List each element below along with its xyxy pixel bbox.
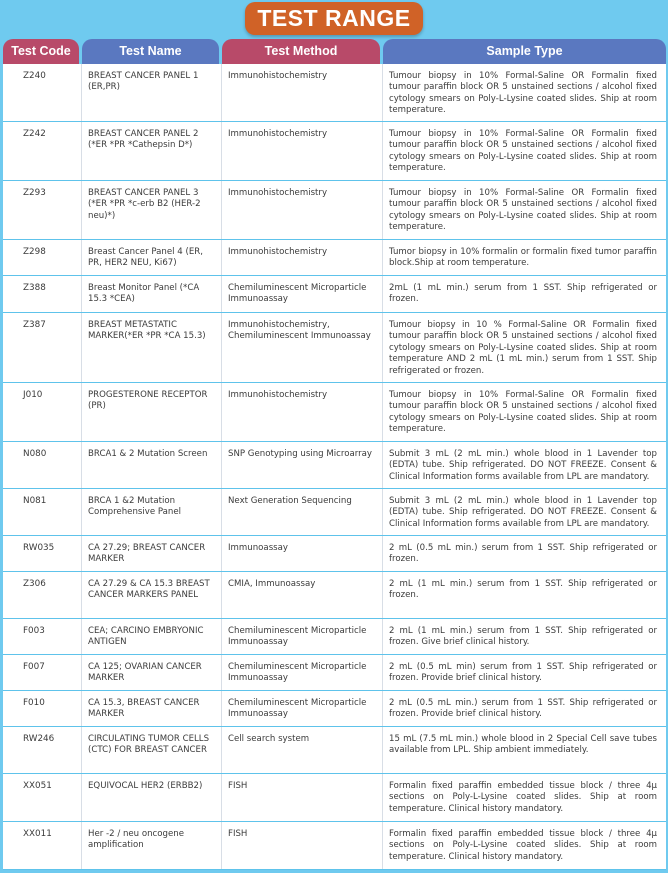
test-method-cell: Immunohistochemistry xyxy=(222,383,383,441)
sample-type-cell: 2 mL (1 mL min.) serum from 1 SST. Ship refrigerated or frozen. Give brief clinical history. xyxy=(389,626,657,648)
test-code-cell: Z387 xyxy=(3,313,82,382)
test-code-cell: J010 xyxy=(3,383,82,441)
test-name-cell: BREAST CANCER PANEL 1 (ER,PR) xyxy=(82,64,222,121)
sample-type-cell: 15 mL (7.5 mL min.) whole blood in 2 Special Cell save tubes available from LPL. Ship ambient immediately. xyxy=(389,734,657,756)
test-method-cell: Immunohistochemistry, Chemiluminescent Immunoassay xyxy=(222,313,383,382)
test-method-cell: Cell search system xyxy=(222,727,383,773)
test-method-cell: Immunohistochemistry xyxy=(222,240,383,275)
sample-type-cell: 2 mL (0.5 mL min) serum from 1 SST. Ship refrigerated or frozen. Provide brief clinical history. xyxy=(389,662,657,684)
test-method-cell: Immunoassay xyxy=(222,536,383,571)
table-row xyxy=(3,619,666,655)
test-code-cell: Z306 xyxy=(3,572,82,618)
table-row xyxy=(3,276,666,313)
sample-type-cell: 2 mL (0.5 mL min.) serum from 1 SST. Ship refrigerated or frozen. Provide brief clinical history. xyxy=(389,698,657,720)
table-row xyxy=(3,181,666,240)
table-row xyxy=(3,240,666,276)
test-code-cell: N081 xyxy=(3,489,82,535)
table-row xyxy=(3,442,666,489)
test-method-cell: SNP Genotyping using Microarray xyxy=(222,442,383,488)
test-name-cell: PROGESTERONE RECEPTOR (PR) xyxy=(82,383,222,441)
header-test-method: Test Method xyxy=(222,39,380,64)
test-method-cell: FISH xyxy=(222,822,383,869)
test-code-cell: F007 xyxy=(3,655,82,690)
test-method-cell: Chemiluminescent Microparticle Immunoassay xyxy=(222,655,383,690)
header-test-code: Test Code xyxy=(3,39,79,64)
test-code-cell: Z240 xyxy=(3,64,82,121)
table-body xyxy=(3,64,666,870)
sample-type-cell: Submit 3 mL (2 mL min.) whole blood in 1 Lavender top (EDTA) tube. Ship refrigerated. DO NOT FREEZE. Consent & Clinical Information forms available from LPL are mandatory. xyxy=(389,449,657,482)
test-name-cell: Breast Cancer Panel 4 (ER, PR, HER2 NEU, Ki67) xyxy=(82,240,222,275)
test-name-cell: BRCA 1 &2 Mutation Comprehensive Panel xyxy=(82,489,222,535)
test-method-cell: CMIA, Immunoassay xyxy=(222,572,383,618)
test-name-cell: BREAST METASTATIC MARKER(*ER *PR *CA 15.3) xyxy=(82,313,222,382)
page-title: TEST RANGE xyxy=(245,2,422,35)
sample-type-cell: Formalin fixed paraffin embedded tissue block / three 4µ sections on Poly-L-Lysine coated slides. Ship at room temperature. Clinical history mandatory. xyxy=(389,781,657,814)
test-code-cell: F003 xyxy=(3,619,82,654)
sample-type-cell: Submit 3 mL (2 mL min.) whole blood in 1 Lavender top (EDTA) tube. Ship refrigerated. DO NOT FREEZE. Consent & Clinical Information forms available from LPL are mandatory. xyxy=(389,496,657,529)
test-code-cell: XX051 xyxy=(3,774,82,821)
table-row xyxy=(3,489,666,536)
header-test-name: Test Name xyxy=(82,39,219,64)
header-sample-type: Sample Type xyxy=(383,39,666,64)
sample-type-cell: Tumour biopsy in 10% Formal-Saline OR Formalin fixed tumour paraffin block OR 5 unstained sections / alcohol fixed cytology smears on Poly-L-Lysine coated slides. Ship at room temperature. xyxy=(389,188,657,233)
test-name-cell: CA 15.3, BREAST CANCER MARKER xyxy=(82,691,222,726)
test-method-cell: Immunohistochemistry xyxy=(222,64,383,121)
test-code-cell: Z293 xyxy=(3,181,82,239)
sample-type-cell: 2 mL (1 mL min.) serum from 1 SST. Ship refrigerated or frozen. xyxy=(389,579,657,601)
table-row xyxy=(3,655,666,691)
test-name-cell: CEA; CARCINO EMBRYONIC ANTIGEN xyxy=(82,619,222,654)
test-method-cell: Next Generation Sequencing xyxy=(222,489,383,535)
test-code-cell: Z388 xyxy=(3,276,82,312)
test-name-cell: BRCA1 & 2 Mutation Screen xyxy=(82,442,222,488)
test-name-cell: CIRCULATING TUMOR CELLS (CTC) FOR BREAST CANCER xyxy=(82,727,222,773)
test-method-cell: Immunohistochemistry xyxy=(222,122,383,180)
table-row xyxy=(3,536,666,572)
sample-type-cell: Tumour biopsy in 10% Formal-Saline OR Formalin fixed tumour paraffin block OR 5 unstained sections / alcohol fixed cytology smears on Poly-L-Lysine coated slides. Ship at room temperature. xyxy=(389,71,657,116)
test-name-cell: BREAST CANCER PANEL 2 (*ER *PR *Cathepsin D*) xyxy=(82,122,222,180)
test-code-cell: Z242 xyxy=(3,122,82,180)
test-code-cell: Z298 xyxy=(3,240,82,275)
test-name-cell: Breast Monitor Panel (*CA 15.3 *CEA) xyxy=(82,276,222,312)
test-method-cell: Immunohistochemistry xyxy=(222,181,383,239)
table-row xyxy=(3,64,666,122)
title-wrap xyxy=(0,2,668,38)
table-row xyxy=(3,727,666,774)
table-row xyxy=(3,691,666,727)
test-range-table xyxy=(3,39,666,870)
sample-type-cell: Tumour biopsy in 10% Formal-Saline OR Formalin fixed tumour paraffin block OR 5 unstained sections / alcohol fixed cytology smears on Poly-L-Lysine coated slides. Ship at room temperature. xyxy=(389,129,657,174)
test-code-cell: RW035 xyxy=(3,536,82,571)
table-row xyxy=(3,313,666,383)
table-row xyxy=(3,572,666,619)
test-name-cell: Her -2 / neu oncogene amplification xyxy=(82,822,222,869)
test-name-cell: EQUIVOCAL HER2 (ERBB2) xyxy=(82,774,222,821)
test-method-cell: FISH xyxy=(222,774,383,821)
test-method-cell: Chemiluminescent Microparticle Immunoassay xyxy=(222,276,383,312)
table-header xyxy=(3,39,666,64)
test-code-cell: N080 xyxy=(3,442,82,488)
table-row xyxy=(3,122,666,181)
sample-type-cell: 2 mL (0.5 mL min.) serum from 1 SST. Ship refrigerated or frozen. xyxy=(389,543,657,565)
sample-type-cell: 2mL (1 mL min.) serum from 1 SST. Ship refrigerated or frozen. xyxy=(389,283,657,305)
sample-type-cell: Tumour biopsy in 10 % Formal-Saline OR Formalin fixed tumour paraffin block OR 5 unstained sections / alcohol fixed cytology smears on Poly-L-Lysine coated slides. Ship at room temperature AND 2 mL (1 mL min.) serum from 1 SST. Ship refrigerated or frozen. xyxy=(389,320,657,376)
sample-type-cell: Tumor biopsy in 10% formalin or formalin fixed tumor paraffin block.Ship at room temperature. xyxy=(389,247,657,269)
sample-type-cell: Formalin fixed paraffin embedded tissue block / three 4µ sections on Poly-L-Lysine coated slides. Ship at room temperature. Clinical history mandatory. xyxy=(389,829,657,862)
test-name-cell: CA 125; OVARIAN CANCER MARKER xyxy=(82,655,222,690)
test-name-cell: CA 27.29; BREAST CANCER MARKER xyxy=(82,536,222,571)
test-method-cell: Chemiluminescent Microparticle Immunoassay xyxy=(222,619,383,654)
test-method-cell: Chemiluminescent Microparticle Immunoassay xyxy=(222,691,383,726)
table-row xyxy=(3,774,666,822)
test-code-cell: XX011 xyxy=(3,822,82,869)
test-code-cell: F010 xyxy=(3,691,82,726)
test-code-cell: RW246 xyxy=(3,727,82,773)
test-name-cell: CA 27.29 & CA 15.3 BREAST CANCER MARKERS PANEL xyxy=(82,572,222,618)
table-row xyxy=(3,822,666,870)
table-row xyxy=(3,383,666,442)
test-name-cell: BREAST CANCER PANEL 3 (*ER *PR *c-erb B2 (HER-2 neu)*) xyxy=(82,181,222,239)
sample-type-cell: Tumour biopsy in 10% Formal-Saline OR Formalin fixed tumour paraffin block OR 5 unstained sections / alcohol fixed cytology smears on Poly-L-Lysine coated slides. Ship at room temperature. xyxy=(389,390,657,435)
